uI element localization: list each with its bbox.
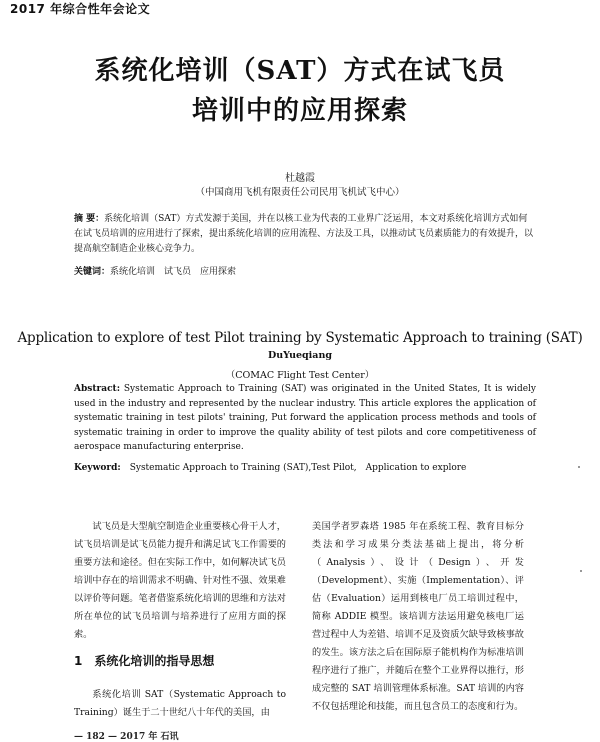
paper-title-line2: 培训中的应用探索 xyxy=(191,96,408,126)
chinese-keywords-label: 关键词： xyxy=(74,267,111,277)
english-keywords-label: Keyword: xyxy=(74,463,121,473)
section-heading xyxy=(74,652,214,669)
chinese-abstract-label: 摘 要： xyxy=(74,214,105,224)
body-paragraph-addie: 美国学者罗森塔 1985 年在系统工程、教育目标分类法和学习成果分类法基础上提出，将分析（Analysis）、设计（Design）、开发（Development）、实施（Implementation）、评估（Evaluation）运用到核电厂员工培训过程中，简称 ADDIE 模型。该培训方法运用避免核电厂运营过程中人为差错、培训不足及资质欠缺导致核事故的发生。该方法之后在国际原子能机构作为标准培训程序进行了推广，并随后在整个工业界得以推行，形成完整的 SAT 培训管理体系标准。SAT 培训的内容不仅包括理论和技能，而且包含员工的态度和行为。 xyxy=(312,521,524,712)
english-keywords-text: Systematic Approach to Training (SAT),Test Pilot, Application to explore xyxy=(120,463,467,473)
section-title: 系统化培训的指导思想 xyxy=(94,654,215,668)
body-paragraph-intro: 试飞员是大型航空制造企业重要核心骨干人才，试飞员培训是试飞员能力提升和满足试飞工作需要的重要方法和途径。但在实际工作中，如何解决试飞员培训中存在的培训需求不明确、针对性不强、效果难以评价等问题。笔者借鉴系统化培训的思维和方法对所在单位的试飞员培训与培养进行了应用方面的探索。 xyxy=(74,521,286,640)
author-name: 杜越霞 xyxy=(285,173,315,184)
chinese-abstract xyxy=(74,212,536,257)
english-abstract xyxy=(74,382,536,455)
author-affiliation: （中国商用飞机有限责任公司民用飞机试飞中心） xyxy=(195,187,405,198)
scan-speck xyxy=(578,466,580,468)
body-left-column xyxy=(74,518,286,644)
section-number: 1 xyxy=(74,654,83,668)
chinese-abstract-text: 系统化培训（SAT）方式发源于美国，并在以核工业为代表的工业界广泛运用，本文对系统化培训方式如何在试飞员培训的应用进行了探索，提出系统化培训的应用流程、方法及工具，以推动试飞员素质能力的有效提升，以提高航空制造企业核心竞争力。 xyxy=(74,214,534,254)
english-abstract-label: Abstract: xyxy=(74,384,121,394)
paper-title-line1: 系统化培训（SAT）方式在试飞员 xyxy=(94,56,506,86)
chinese-keywords xyxy=(74,265,536,280)
page-footer: — 182 — 2017 年 石讯 xyxy=(74,732,179,742)
body-paragraph-sat-origin: 系统化培训 SAT（Systematic Approach to Training）诞生于二十世纪八十年代的美国，由 xyxy=(74,689,286,718)
english-author: DuYueqiang xyxy=(267,350,332,361)
journal-header: 2017 年综合性年会论文 xyxy=(10,2,151,16)
scan-speck xyxy=(580,570,582,572)
body-left-column-continued xyxy=(74,686,286,722)
english-affiliation: （COMAC Flight Test Center） xyxy=(225,370,375,381)
english-title: Application to explore of test Pilot training by Systematic Approach to training (SAT) xyxy=(17,330,583,346)
body-right-column xyxy=(312,518,524,716)
english-abstract-text: Systematic Approach to Training (SAT) was originated in the United States, It is widely used in the industry and represented by the nuclear industry. This article explores the application of systematic training in test pilots' training, Put forward the application process methods and tools of systematic training in order to improve the quality ability of test pilots and core competitiveness of aerospace manufacturing enterprise. xyxy=(74,384,536,452)
chinese-keywords-text: 系统化培训 试飞员 应用探索 xyxy=(110,267,237,277)
english-keywords xyxy=(74,461,536,476)
